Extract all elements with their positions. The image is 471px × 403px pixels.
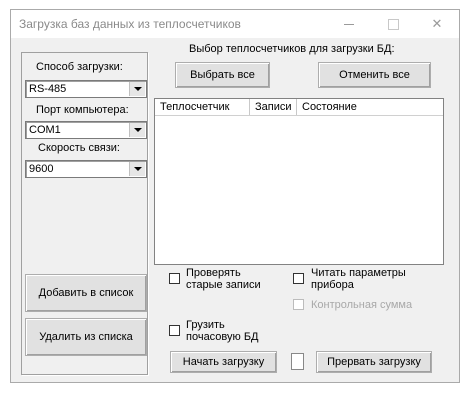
table-header [155, 99, 443, 116]
hourly-db-line2: почасовую БД [186, 331, 259, 343]
maximize-button [371, 10, 415, 38]
selection-heading: Выбор теплосчетчиков для загрузки БД: [189, 43, 395, 55]
minimize-icon [344, 24, 354, 25]
select-all-button[interactable]: Выбрать все [175, 62, 270, 88]
check-old-records-label [186, 267, 261, 291]
port-dropdown-button[interactable] [129, 123, 145, 137]
speed-label: Скорость связи: [38, 142, 120, 154]
start-download-button[interactable]: Начать загрузку [170, 351, 277, 373]
method-dropdown-button[interactable] [129, 82, 145, 96]
hourly-db-checkbox[interactable] [169, 325, 180, 336]
port-combo[interactable] [25, 121, 147, 139]
read-params-label [311, 267, 406, 291]
read-params-checkbox[interactable] [293, 273, 304, 284]
method-value: RS-485 [29, 83, 67, 95]
deselect-all-button[interactable]: Отменить все [318, 62, 431, 88]
method-combo[interactable] [25, 80, 147, 98]
chevron-down-icon [134, 128, 142, 132]
close-icon: ✕ [431, 16, 443, 31]
column-header-records[interactable]: Записи [250, 99, 297, 115]
port-value: COM1 [29, 124, 61, 136]
chevron-down-icon [134, 167, 142, 171]
column-header-meter[interactable]: Теплосчетчик [155, 99, 250, 115]
method-label: Способ загрузки: [36, 61, 123, 73]
check-old-records-line2: старые записи [186, 279, 261, 291]
meters-table[interactable] [154, 98, 444, 265]
port-label: Порт компьютера: [36, 104, 129, 116]
chevron-down-icon [134, 87, 142, 91]
remove-from-list-button[interactable]: Удалить из списка [25, 318, 147, 356]
add-to-list-button[interactable]: Добавить в список [25, 274, 147, 312]
check-old-records-line1: Проверять [186, 267, 241, 279]
window-title: Загрузка баз данных из теплосчетчиков [19, 17, 241, 31]
download-window [10, 9, 460, 383]
checksum-checkbox [293, 299, 304, 310]
speed-dropdown-button[interactable] [129, 162, 145, 176]
hourly-db-label [186, 319, 259, 343]
checksum-label: Контрольная сумма [311, 299, 413, 311]
progress-indicator-box [291, 353, 304, 370]
hourly-db-line1: Грузить [186, 319, 225, 331]
speed-combo[interactable] [25, 160, 147, 178]
minimize-button[interactable] [327, 10, 371, 38]
check-old-records-checkbox[interactable] [169, 273, 180, 284]
read-params-line2: прибора [311, 279, 354, 291]
speed-value: 9600 [29, 163, 54, 175]
abort-download-button[interactable]: Прервать загрузку [316, 351, 432, 373]
column-header-status[interactable]: Состояние [302, 101, 357, 113]
read-params-line1: Читать параметры [311, 267, 406, 279]
close-button[interactable] [415, 10, 459, 38]
title-bar [11, 10, 459, 38]
maximize-icon [388, 19, 399, 30]
